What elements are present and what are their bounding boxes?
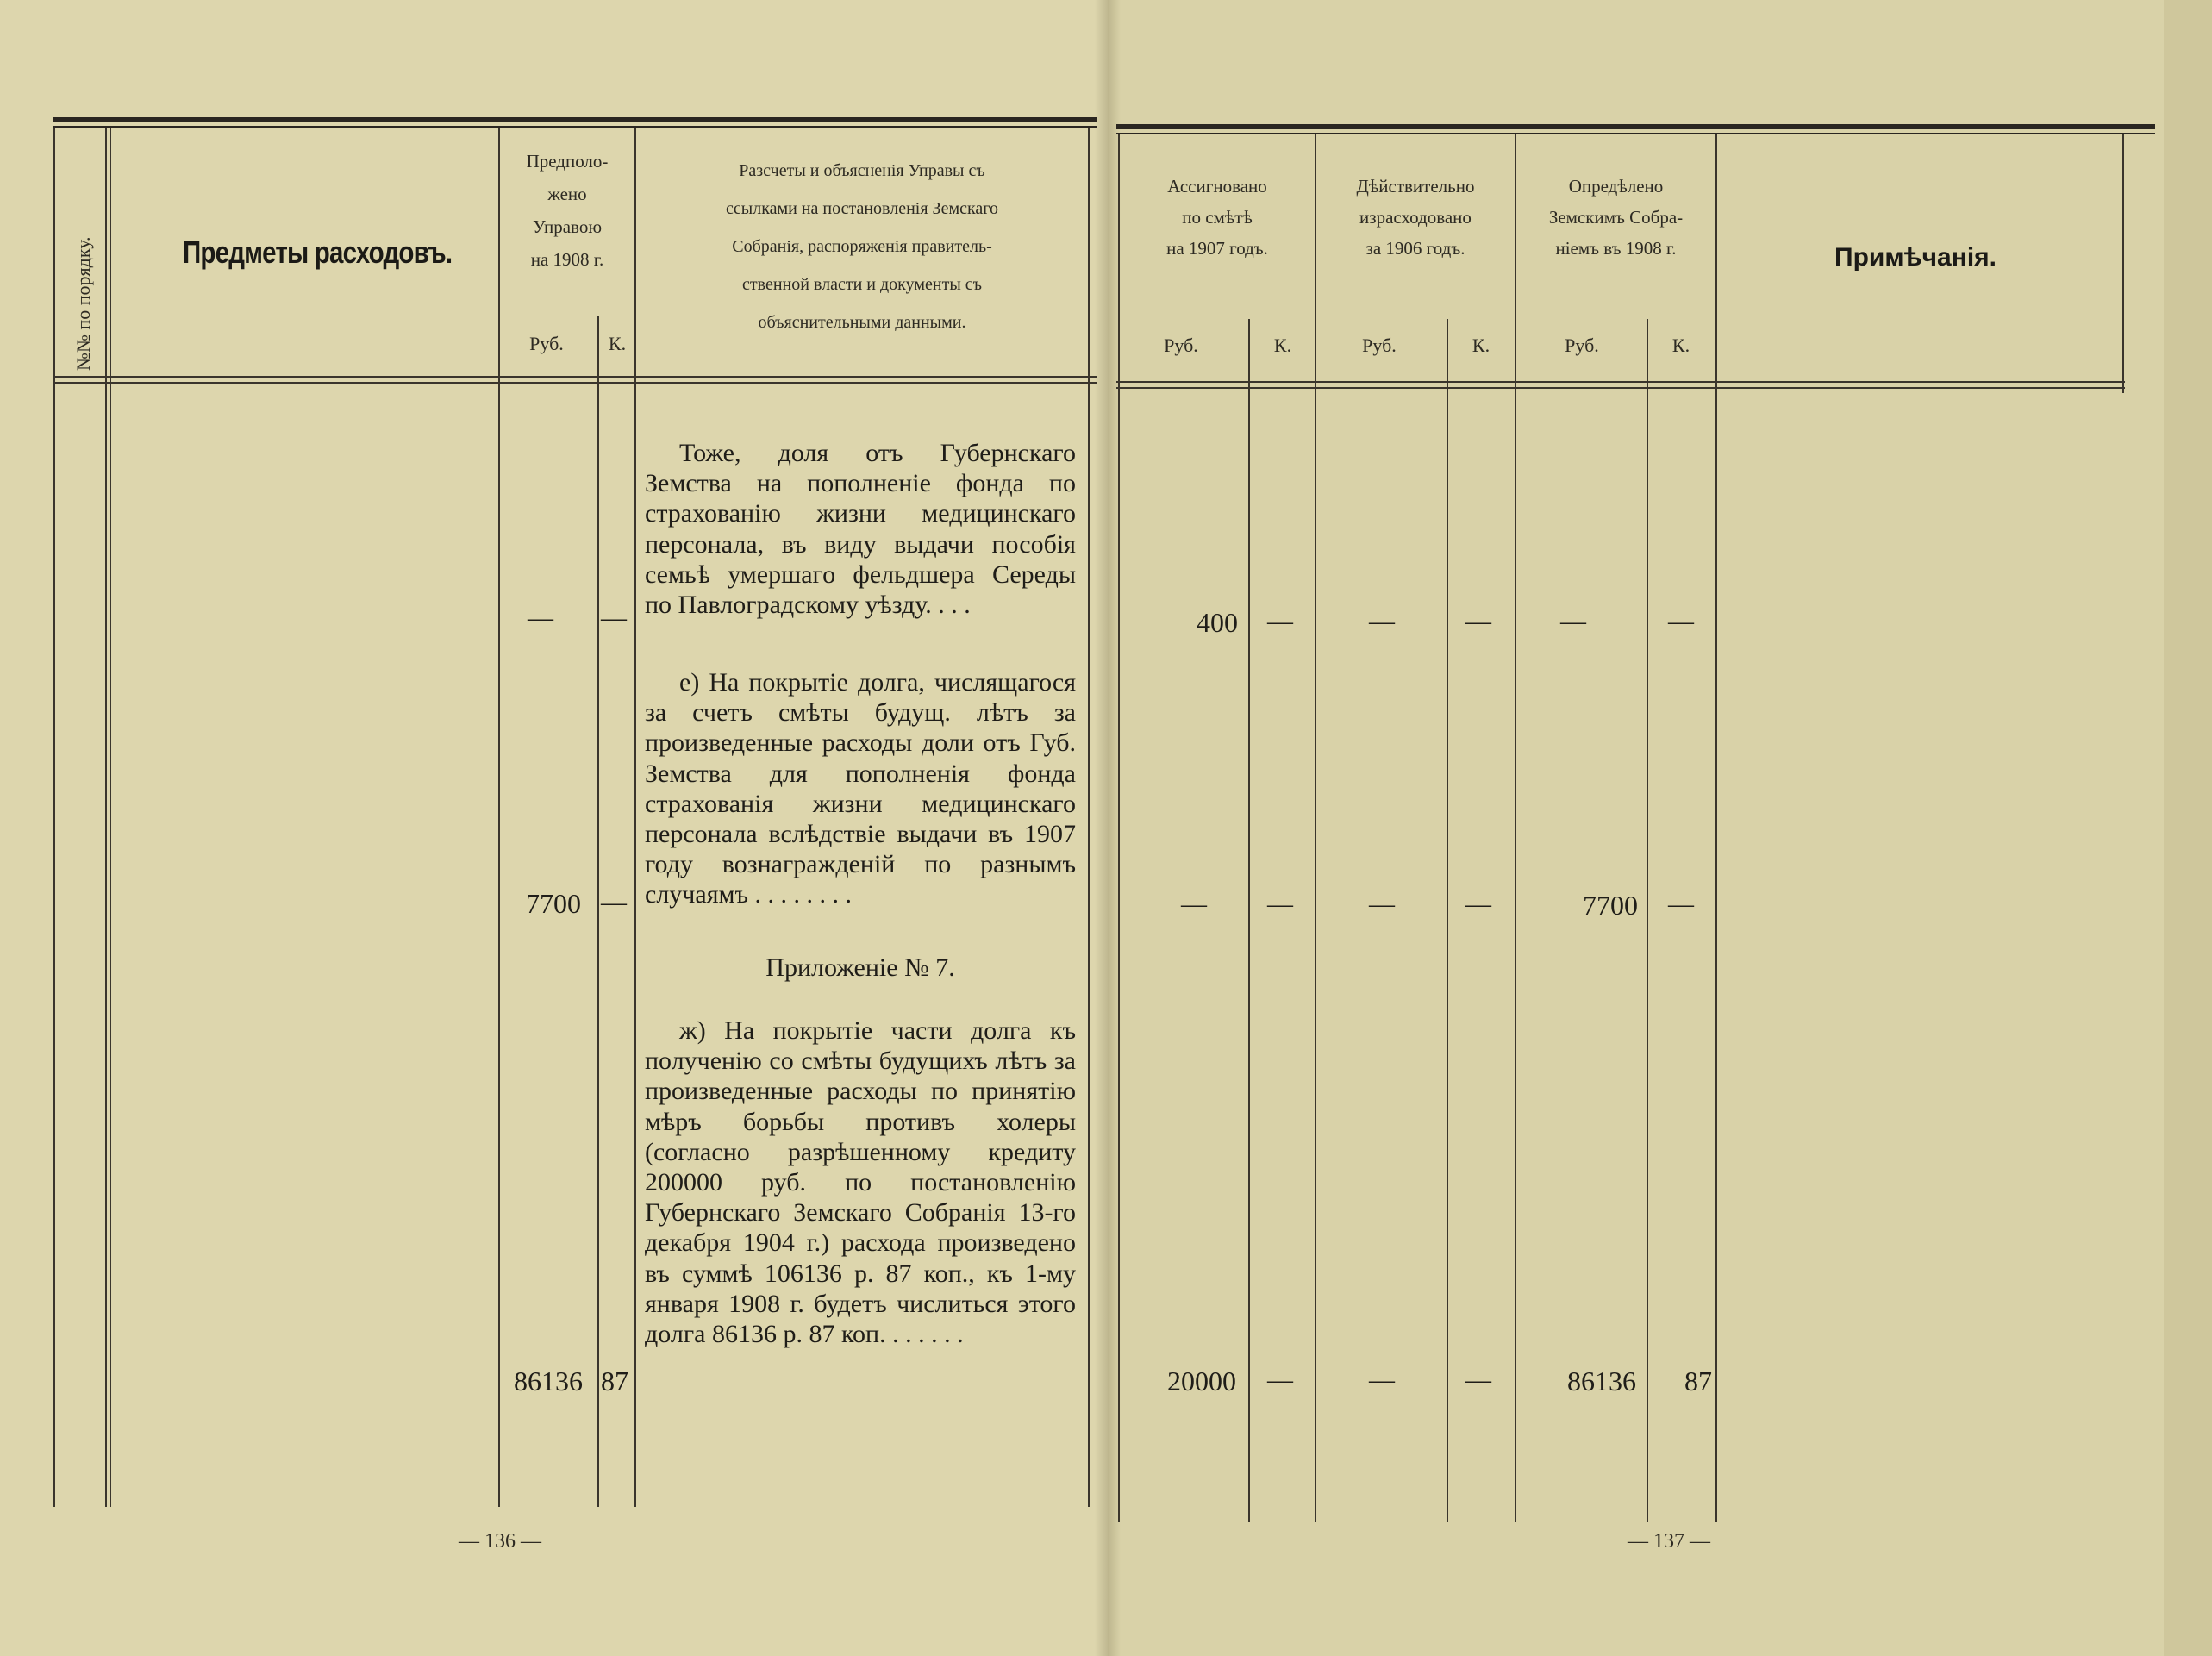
- top-rule-right-thin: [1116, 133, 2155, 134]
- book-gutter: [1095, 0, 1121, 1656]
- entry-zh-proposed-rub: 86136: [514, 1365, 583, 1397]
- header-rule-left: [53, 376, 1097, 378]
- col-line: [1647, 319, 1648, 1522]
- col-line: [110, 128, 111, 1507]
- col-line: [634, 128, 636, 1507]
- kop-label: К.: [1472, 334, 1490, 356]
- header-rule-right-2: [1116, 387, 2125, 389]
- header-rule-left-2: [53, 382, 1097, 384]
- top-rule-left: [53, 117, 1097, 122]
- entry-zh-assigned-rub: 20000: [1167, 1365, 1236, 1397]
- col-line: [1118, 134, 1120, 1522]
- col-line: [53, 128, 55, 1507]
- entry-e-text: е) На покрытіе долга, числящагося за счетъ смѣты будущ. лѣтъ за произведенные расходы доли отъ Губ. Земства для пополненія фонда страхованія жизни медицинскаго персонала вслѣдствіе выдачи въ 1907 году вознагражденій по разнымъ случаямъ . . . . . . . .: [645, 668, 1076, 909]
- entry-e-spent-rub: —: [1369, 890, 1395, 918]
- approved-column-header: Опредѣлено Земскимъ Собра- ніемъ въ 1908 г.: [1548, 176, 1684, 259]
- entry-d-proposed-kop: —: [601, 603, 627, 632]
- entry-d-assigned-kop: —: [1267, 607, 1293, 635]
- entry-e-approved-rub: 7700: [1583, 890, 1638, 921]
- col-line: [1248, 319, 1250, 1522]
- assigned-column-header: Ассигновано по смѣтѣ на 1907 годъ.: [1166, 176, 1268, 259]
- explanations-column-header: Разсчеты и объясненія Управы съ ссылками на постановленія Земскаго Собранія, распоряженія правитель- ственной власти и документы съ объяснительными данными.: [726, 161, 998, 332]
- proposed-column-header: Предполо- жено Управою на 1908 г.: [526, 151, 609, 270]
- kop-label: К.: [1671, 334, 1690, 356]
- page-edge: [2164, 0, 2212, 1656]
- entry-zh-proposed-kop: 87: [601, 1365, 628, 1397]
- number-column-header: №№ по порядку.: [72, 236, 94, 371]
- rub-label: Руб.: [1164, 334, 1198, 356]
- notes-column-header: Примѣчанія.: [1834, 243, 1996, 272]
- top-rule-right: [1116, 124, 2155, 129]
- entry-d-approved-rub: —: [1560, 607, 1586, 635]
- entry-d-spent-kop: —: [1465, 607, 1491, 635]
- entry-e-assigned-rub: —: [1181, 890, 1207, 918]
- page-number-right: — 137 —: [1628, 1530, 1710, 1553]
- entry-d-spent-rub: —: [1369, 607, 1395, 635]
- entry-zh-text: ж) На покрытіе части долга къ полученію со смѣты будущихъ лѣтъ за произведенные расходы по принятію мѣръ борьбы противъ холеры (согласно разрѣшенному кредиту 200000 руб. по постановленію Губернскаго Земскаго Собранія 13-го декабря 1904 г.) расхода произведено въ суммѣ 106136 р. 87 коп., къ 1-му января 1908 г. будетъ числиться этого долга 86136 р. 87 коп. . . . . . .: [645, 1016, 1076, 1349]
- rub-label: Руб.: [1362, 334, 1397, 356]
- rub-label: Руб.: [1565, 334, 1599, 356]
- col-line: [1447, 319, 1448, 1522]
- col-line: [1315, 134, 1316, 1522]
- items-column-header: Предметы расходовъ.: [183, 234, 453, 270]
- entry-zh-assigned-kop: —: [1267, 1365, 1293, 1394]
- entry-d-approved-kop: —: [1668, 607, 1694, 635]
- entry-zh-spent-kop: —: [1465, 1365, 1491, 1394]
- entry-d-text: Тоже, доля отъ Губернскаго Земства на пополненіе фонда по страхованію жизни медицинскаго персонала, въ виду выдачи пособія семьѣ умершаго фельдшера Середы по Павлоградскому уѣзду. . . .: [645, 439, 1076, 620]
- kop-label: К.: [608, 333, 627, 354]
- page-number-left: — 136 —: [459, 1530, 541, 1553]
- entry-e-approved-kop: —: [1668, 890, 1694, 918]
- col-line: [1515, 134, 1516, 1522]
- header-rule-right: [1116, 381, 2125, 383]
- entry-e-assigned-kop: —: [1267, 890, 1293, 918]
- top-rule-left-thin: [53, 126, 1097, 128]
- entry-zh-spent-rub: —: [1369, 1365, 1395, 1394]
- entry-e-spent-kop: —: [1465, 890, 1491, 918]
- kop-label: К.: [1273, 334, 1292, 356]
- rub-label: Руб.: [529, 333, 564, 354]
- col-line: [105, 128, 107, 1507]
- entry-d-assigned-rub: 400: [1197, 607, 1238, 638]
- col-line: [1088, 128, 1090, 1507]
- col-line: [1715, 134, 1717, 1522]
- col-line: [597, 316, 599, 1507]
- spent-column-header: Дѣйствительно израсходовано за 1906 годъ.: [1356, 176, 1475, 259]
- entry-zh-approved-kop: 87: [1684, 1365, 1712, 1397]
- entry-e-proposed-rub: 7700: [526, 888, 581, 919]
- entry-d-proposed-rub: —: [528, 603, 553, 632]
- entry-e-proposed-kop: —: [601, 888, 627, 916]
- col-line: [498, 128, 500, 1507]
- col-line: [2122, 134, 2124, 393]
- appendix-reference: Приложеніе № 7.: [765, 953, 955, 982]
- entry-zh-approved-rub: 86136: [1567, 1365, 1636, 1397]
